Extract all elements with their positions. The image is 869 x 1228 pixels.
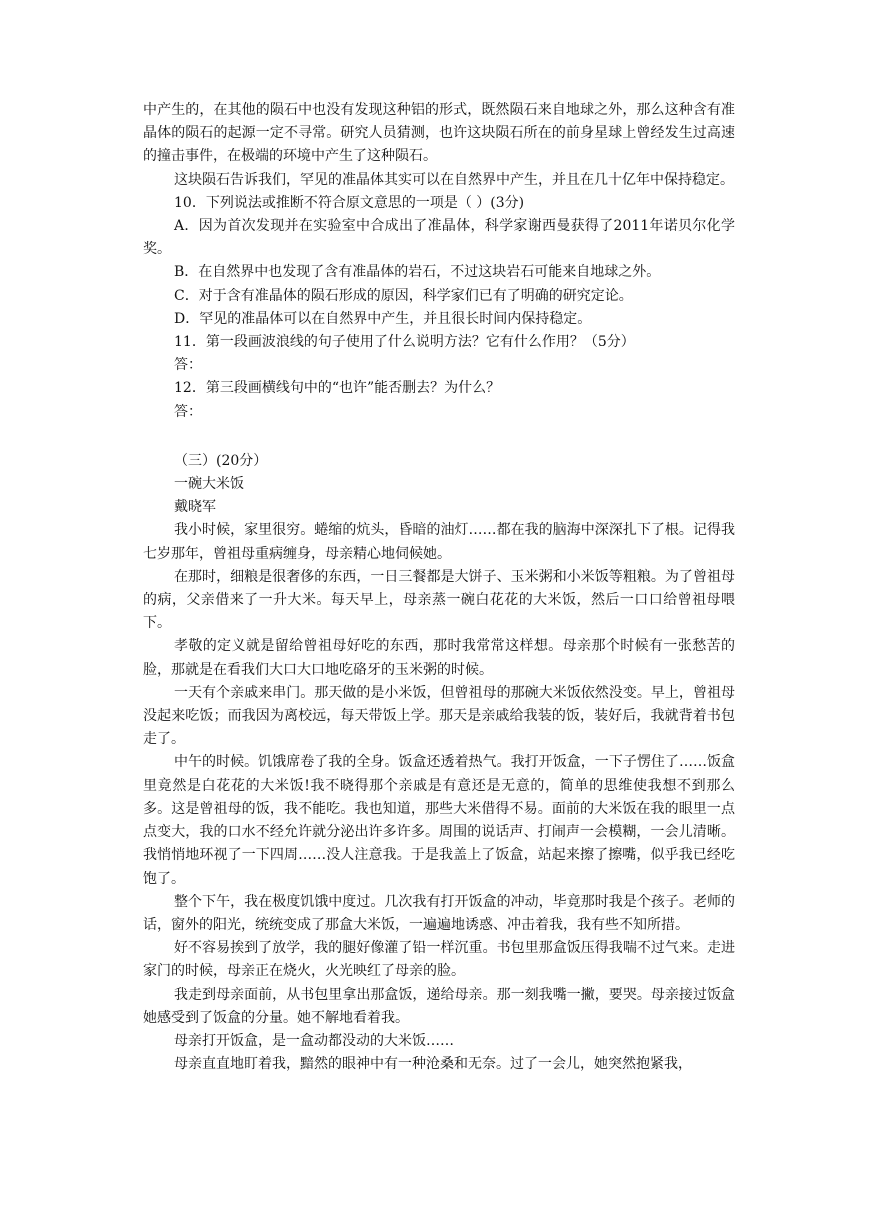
section-spacer <box>143 424 735 450</box>
question-12-answer-label: 答： <box>174 403 202 420</box>
article-title: 一碗大米饭 <box>174 476 244 493</box>
page-content <box>143 99 735 1076</box>
paragraph: 在那时，细粮是很奢侈的东西，一日三餐都是大饼子、玉米粥和小米饭等粗粮。为了曾祖母的病，父亲借来了一升大米。每天早上，母亲蒸一碗白花花的大米饭，然后一口口给曾祖母喂下。 <box>143 568 735 632</box>
question-10-option-a: A．因为首次发现并在实验室中合成出了准晶体，科学家谢西曼获得了2011年诺贝尔化学奖。 <box>143 218 735 258</box>
paragraph: 一天有个亲戚来串门。那天做的是小米饭，但曾祖母的那碗大米饭依然没变。早上，曾祖母没起来吃饭；而我因为离校远，每天带饭上学。那天是亲戚给我装的饭，装好后，我就背着书包走了。 <box>143 684 735 748</box>
question-10-option-b: B．在自然界中也发现了含有准晶体的岩石，不过这块岩石可能来自地球之外。 <box>174 264 661 281</box>
paragraph: 母亲直直地盯着我，黯然的眼神中有一种沧桑和无奈。过了一会儿，她突然抱紧我， <box>174 1056 692 1073</box>
question-11-answer-label: 答： <box>174 357 202 374</box>
section-heading: （三）(20分） <box>174 452 268 469</box>
paragraph: 我走到母亲面前，从书包里拿出那盒饭，递给母亲。那一刻我嘴一撇，要哭。母亲接过饭盒 她感受到了饭盒的分量。她不解地看着我。 <box>143 986 735 1026</box>
paragraph: 中午的时候。饥饿席卷了我的全身。饭盒还透着热气。我打开饭盒，一下子愣住了……饭盒里竟然是白花花的大米饭!我不晓得那个亲戚是有意还是无意的，简单的思维使我想不到那么多。这是曾祖母的饭，我不能吃。我也知道，那些大米借得不易。面前的大米饭在我的眼里一点点变大，我的口水不经允许就分泌出许多许多。周围的说话声、打闹声一会模糊，一会儿清晰。我悄悄地环视了一下四周……没人注意我。于是我盖上了饭盒，站起来擦了擦嘴，似乎我已经吃饱了。 <box>143 754 735 887</box>
question-10-stem: 10．下列说法或推断不符合原文意思的一项是（ ）(3分) <box>174 194 525 211</box>
paragraph: 中产生的，在其他的陨石中也没有发现这种铝的形式，既然陨石来自地球之外，那么这种含有准晶体的陨石的起源一定不寻常。研究人员猜测，也许这块陨石所在的前身星球上曾经发生过高速的撞击事件，在极端的环境中产生了这种陨石。 <box>143 102 735 165</box>
question-10-option-d: D．罕见的准晶体可以在自然界中产生，并且很长时间内保持稳定。 <box>174 310 592 327</box>
paragraph: 母亲打开饭盒，是一盒动都没动的大米饭…… <box>174 1032 454 1049</box>
paragraph: 好不容易挨到了放学，我的腿好像灌了铅一样沉重。书包里那盒饭压得我喘不过气来。走进家门的时候，母亲正在烧火，火光映红了母亲的脸。 <box>143 940 735 980</box>
question-12-stem: 12．第三段画横线句中的“也许”能否删去？为什么？ <box>174 380 501 397</box>
article-author: 戴晓军 <box>174 499 216 516</box>
paragraph: 孝敬的定义就是留给曾祖母好吃的东西，那时我常常这样想。母亲那个时候有一张愁苦的脸，那就是在看我们大口大口地吃硌牙的玉米粥的时候。 <box>143 638 735 678</box>
paragraph: 我小时候，家里很穷。蜷缩的炕头，昏暗的油灯……都在我的脑海中深深扎下了根。记得我七岁那年，曾祖母重病缠身，母亲精心地伺候她。 <box>143 522 735 562</box>
question-11-stem: 11．第一段画波浪线的句子使用了什么说明方法？它有什么作用？（5分） <box>174 334 635 351</box>
question-10-option-c: C．对于含有准晶体的陨石形成的原因，科学家们已有了明确的研究定论。 <box>174 287 633 304</box>
paragraph: 这块陨石告诉我们，罕见的准晶体其实可以在自然界中产生，并且在几十亿年中保持稳定。 <box>174 171 734 188</box>
paragraph: 整个下午，我在极度饥饿中度过。几次我有打开饭盒的冲动，毕竟那时我是个孩子。老师的话，窗外的阳光，统统变成了那盒大米饭，一遍遍地诱惑、冲击着我，我有些不知所措。 <box>143 893 735 933</box>
